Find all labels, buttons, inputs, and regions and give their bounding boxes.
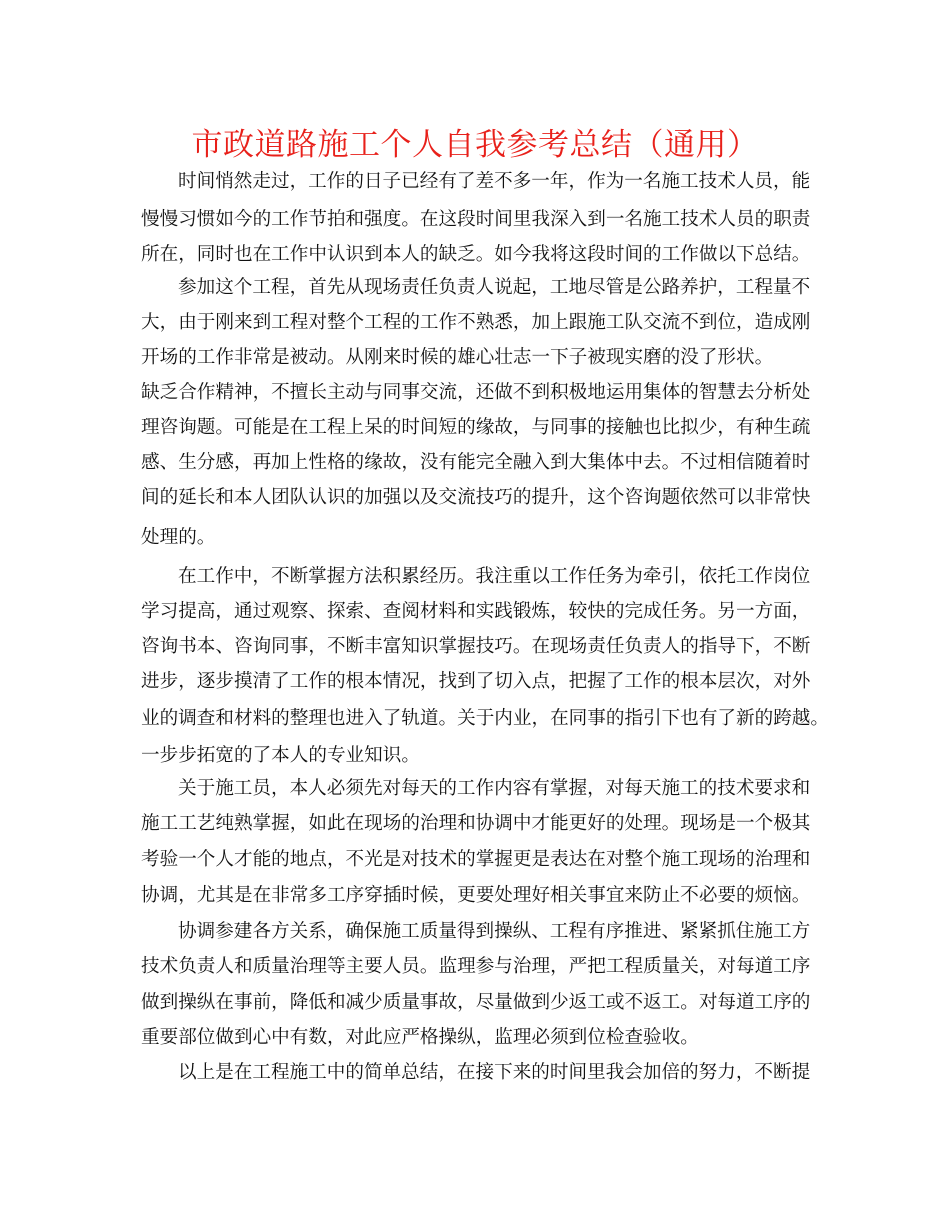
document-title: 市政道路施工个人自我参考总结（通用） — [191, 127, 759, 163]
text-line: 在工作中，不断掌握方法积累经历。我注重以工作任务为牵引，依托工作岗位 — [178, 566, 811, 587]
text-line: 做到操纵在事前，降低和减少质量事故，尽量做到少返工或不返工。对每道工序的 — [141, 992, 811, 1013]
text-line: 大，由于刚来到工程对整个工程的工作不熟悉，加上跟施工队交流不到位，造成刚 — [141, 312, 811, 333]
text-line: 技术负责人和质量治理等主要人员。监理参与治理，严把工程质量关，对每道工序 — [141, 956, 811, 977]
text-line: 参加这个工程，首先从现场责任负责人说起，工地尽管是公路养护，工程量不 — [178, 277, 811, 298]
text-line: 协调，尤其是在非常多工序穿插时候，更要处理好相关事宜来防止不必要的烦恼。 — [141, 885, 811, 906]
text-line: 间的延长和本人团队认识的加强以及交流技巧的提升，这个咨询题依然可以非常快 — [141, 487, 811, 508]
text-line: 时间悄然走过，工作的日子已经有了差不多一年，作为一名施工技术人员，能 — [178, 171, 811, 192]
text-line: 慢慢习惯如今的工作节拍和强度。在这段时间里我深入到一名施工技术人员的职责 — [141, 209, 811, 230]
text-line: 缺乏合作精神，不擅长主动与同事交流，还做不到积极地运用集体的智慧去分析处 — [141, 382, 811, 403]
text-line: 感、生分感，再加上性格的缘故，没有能完全融入到大集体中去。不过相信随着时 — [141, 452, 811, 473]
text-line: 一步步拓宽的了本人的专业知识。 — [141, 745, 420, 766]
text-line: 考验一个人才能的地点，不光是对技术的掌握更是表达在对整个施工现场的治理和 — [141, 849, 811, 870]
text-line: 重要部位做到心中有数，对此应严格操纵，监理必须到位检查验收。 — [141, 1027, 699, 1048]
text-line: 协调参建各方关系，确保施工质量得到操纵、工程有序推进、紧紧抓住施工方 — [178, 921, 811, 942]
text-line: 进步，逐步摸清了工作的根本情况，找到了切入点，把握了工作的根本层次，对外 — [141, 671, 811, 692]
text-line: 学习提高，通过观察、探索、查阅材料和实践锻炼，较快的完成任务。另一方面， — [141, 601, 811, 622]
text-line: 所在，同时也在工作中认识到本人的缺乏。如今我将这段时间的工作做以下总结。 — [141, 244, 811, 265]
text-line: 以上是在工程施工中的简单总结，在接下来的时间里我会加倍的努力，不断提 — [178, 1062, 811, 1083]
text-line: 施工工艺纯熟掌握，如此在现场的治理和协调中才能更好的处理。现场是一个极其 — [141, 813, 811, 834]
text-line: 理咨询题。可能是在工程上呆的时间短的缘故，与同事的接触也比拟少，有种生疏 — [141, 417, 811, 438]
text-line: 业的调查和材料的整理也进入了轨道。关于内业，在同事的指引下也有了新的跨越。 — [141, 708, 829, 729]
text-line: 处理的。 — [141, 527, 216, 548]
text-line: 开场的工作非常是被动。从刚来时候的雄心壮志一下子被现实磨的没了形状。 — [141, 347, 774, 368]
text-line: 关于施工员，本人必须先对每天的工作内容有掌握，对每天施工的技术要求和 — [178, 778, 811, 799]
text-line: 咨询书本、咨询同事，不断丰富知识掌握技巧。在现场责任负责人的指导下，不断 — [141, 636, 811, 657]
